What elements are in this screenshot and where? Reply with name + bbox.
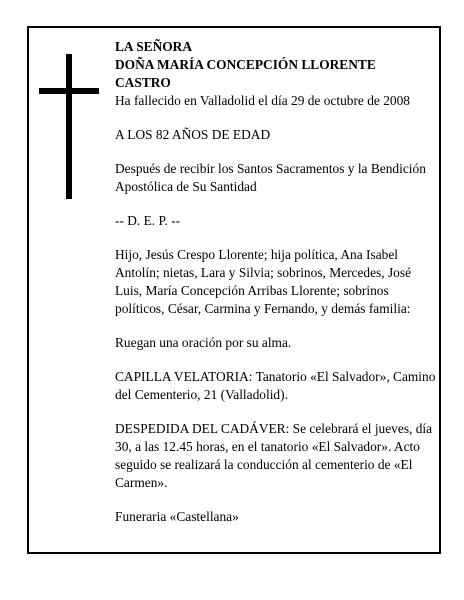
sacraments-text: Después de recibir los Santos Sacramentos y la Bendición Apostólica de Su Santidad: [115, 161, 426, 194]
rip-text: -- D. E. P. --: [115, 213, 181, 228]
deceased-name-line-2: CASTRO: [115, 75, 171, 90]
chapel-label: CAPILLA VELATORIA:: [115, 369, 253, 384]
funeral-home: Funeraria «Castellana»: [115, 509, 239, 524]
age-line: A LOS 82 AÑOS DE EDAD: [115, 127, 271, 142]
deceased-name-line-1: DOÑA MARÍA CONCEPCIÓN LLORENTE: [115, 57, 376, 72]
obituary-header: [115, 38, 441, 110]
family-text: Hijo, Jesús Crespo Llorente; hija política, Ana Isabel Antolín; nietas, Lara y Silvia; sobrinos, Mercedes, José Luis, María Concepción Arribas Llorente; sobrinos políticos, César, Carmina y Fernando, y demás familia:: [115, 247, 412, 316]
farewell-paragraph: [115, 420, 441, 492]
farewell-label: DESPEDIDA DEL CADÁVER:: [115, 421, 290, 436]
cross-horizontal-bar: [39, 88, 99, 94]
death-announcement: Ha fallecido en Valladolid el día 29 de octubre de 2008: [115, 93, 410, 108]
chapel-text: Tanatorio «El Salvador», Camino del Cementerio, 21 (Valladolid).: [115, 369, 436, 402]
latin-cross-icon: [39, 54, 99, 199]
title-line-1: LA SEÑORA: [115, 39, 193, 54]
obituary-content: [115, 38, 441, 542]
cross-vertical-bar: [66, 54, 72, 199]
farewell-text: Se celebrará el jueves, día 30, a las 12.45 horas, en el tanatorio «El Salvador». Acto seguido se realizará la conducción al cementerio de «El Carmen».: [115, 421, 433, 490]
chapel-paragraph: [115, 368, 441, 404]
obituary-frame: [27, 26, 441, 554]
prayer-text: Ruegan una oración por su alma.: [115, 335, 292, 350]
